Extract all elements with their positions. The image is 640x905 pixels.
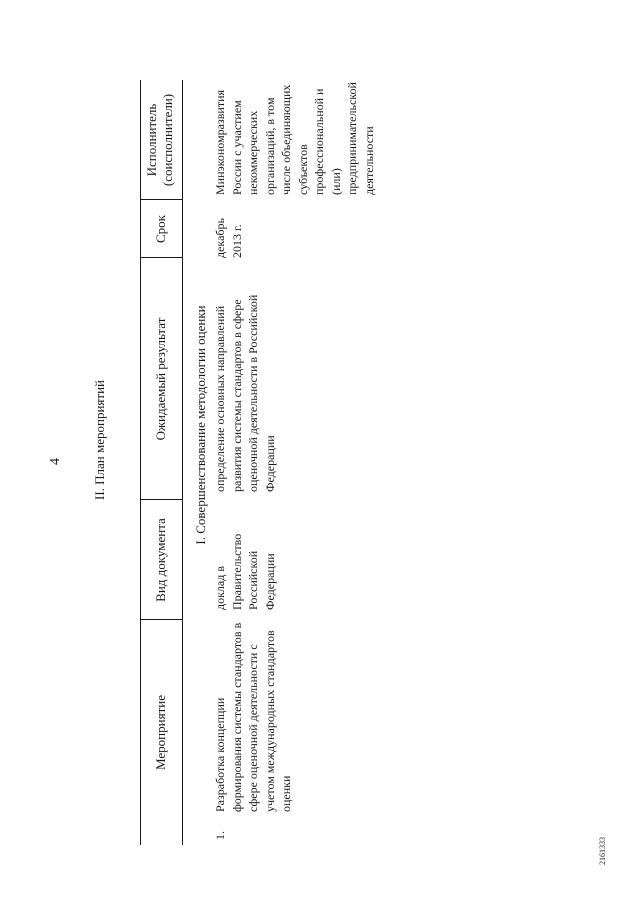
table-top-border — [140, 80, 141, 845]
cell-document-type: доклад в Правительство Российской Федерации — [213, 533, 277, 610]
header-deadline: Срок — [153, 215, 168, 243]
rotated-page-content — [20, 30, 620, 870]
header-expected-result: Ожидаемый результат — [153, 317, 168, 441]
plan-title: II. План мероприятий — [92, 380, 107, 500]
header-executor: Исполнитель (соисполнители) — [144, 93, 175, 187]
page-number: 4 — [48, 458, 63, 465]
table-header-bottom-border — [182, 80, 183, 845]
section-title: I. Совершенствование методологии оценки — [193, 305, 208, 545]
footer-code: 2161333 — [598, 837, 607, 865]
header-document-type: Вид документа — [153, 518, 168, 602]
header-measure: Мероприятие — [153, 695, 168, 770]
cell-measure: Разработка концепции формирования системы стандартов в сфере оценочной деятельности с учетом международных стандартов оценки — [213, 622, 293, 812]
cell-executor: Минэкономразвития России с участием некоммерческих организаций, в том числе объединяющих субъектов профессиональной и (или) предпринимательской деятельности — [213, 82, 376, 195]
cell-expected-result: определение основных направлений развития системы стандартов в сфере оценочной деятельности в Российской Федерации — [213, 294, 277, 492]
cell-deadline: декабрь 2013 г. — [213, 218, 244, 258]
row-number: 1. — [213, 831, 227, 840]
